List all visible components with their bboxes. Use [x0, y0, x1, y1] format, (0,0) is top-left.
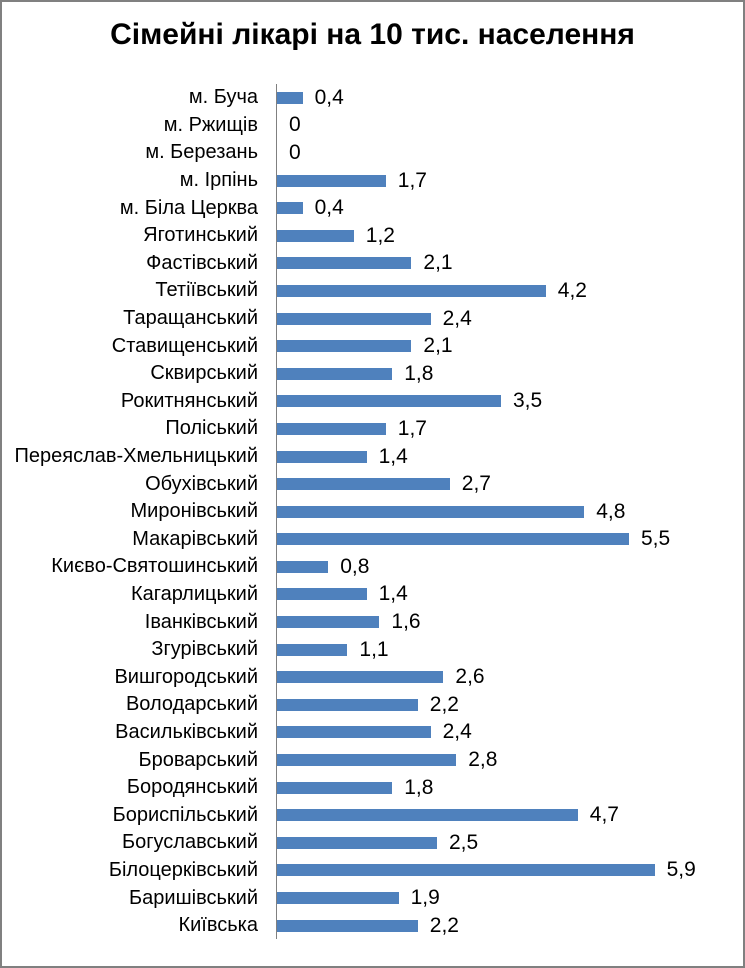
bar — [277, 561, 328, 573]
bar-cell — [276, 498, 743, 526]
chart-row — [2, 581, 743, 609]
category-label: Васильківський — [115, 720, 258, 743]
chart-row — [2, 912, 743, 940]
chart-row — [2, 194, 743, 222]
chart-row — [2, 498, 743, 526]
chart-row — [2, 388, 743, 416]
category-label: Згурівський — [151, 638, 258, 661]
value-label: 2,1 — [423, 334, 453, 358]
value-label: 1,7 — [397, 168, 427, 192]
chart-row — [2, 277, 743, 305]
chart-row — [2, 139, 743, 167]
bar — [277, 368, 392, 380]
value-label: 1,6 — [391, 610, 421, 634]
category-label: Кагарлицький — [130, 582, 258, 605]
chart-row — [2, 719, 743, 747]
chart-title: Сімейні лікарі на 10 тис. населення — [110, 18, 635, 51]
bar — [277, 920, 418, 932]
value-label: 0,4 — [314, 85, 344, 109]
category-label: Бориспільський — [112, 803, 258, 826]
bar-cell — [276, 801, 743, 829]
bar — [277, 671, 443, 683]
bar — [277, 423, 386, 435]
bar — [277, 864, 655, 876]
value-label: 2,4 — [442, 720, 472, 744]
chart-row — [2, 222, 743, 250]
value-label: 4,2 — [557, 278, 587, 302]
bar — [277, 726, 431, 738]
chart-row — [2, 746, 743, 774]
category-label: Рокитнянський — [120, 389, 258, 412]
category-label: м. Ірпінь — [179, 169, 258, 192]
chart-row — [2, 167, 743, 195]
bar-cell — [276, 250, 743, 278]
chart-row — [2, 305, 743, 333]
bar — [277, 588, 367, 600]
category-label: Київська — [178, 914, 258, 937]
value-label: 3,5 — [513, 389, 543, 413]
chart-row — [2, 636, 743, 664]
value-label: 5,9 — [666, 858, 696, 882]
value-label: 1,1 — [359, 637, 389, 661]
bar — [277, 809, 578, 821]
category-label: Білоцерківський — [108, 858, 258, 881]
value-label: 1,8 — [404, 775, 434, 799]
value-label: 2,1 — [423, 251, 453, 275]
value-label: 2,2 — [429, 913, 459, 937]
category-label: м. Біла Церква — [119, 196, 258, 219]
value-label: 4,7 — [589, 803, 619, 827]
bar-cell — [276, 746, 743, 774]
bar — [277, 230, 354, 242]
value-label: 1,7 — [397, 416, 427, 440]
chart-row — [2, 250, 743, 278]
value-label: 2,7 — [461, 472, 491, 496]
category-label: Миронівський — [130, 500, 258, 523]
bar — [277, 340, 411, 352]
bar-cell — [276, 277, 743, 305]
bar-cell — [276, 470, 743, 498]
category-label: Сквирський — [150, 362, 258, 385]
bar — [277, 478, 450, 490]
value-label: 0 — [289, 140, 301, 164]
bar — [277, 837, 437, 849]
chart-row — [2, 663, 743, 691]
value-label: 0,4 — [314, 196, 344, 220]
category-label: Бородянський — [126, 776, 258, 799]
bar-cell — [276, 332, 743, 360]
bar-cell — [276, 194, 743, 222]
chart-row — [2, 415, 743, 443]
plot-area — [2, 84, 743, 939]
category-label: Володарський — [125, 693, 258, 716]
category-label: Броварський — [138, 748, 258, 771]
bar-cell — [276, 829, 743, 857]
category-label: м. Буча — [188, 86, 258, 109]
value-label: 1,8 — [404, 361, 434, 385]
chart-row — [2, 857, 743, 885]
chart-row — [2, 608, 743, 636]
category-label: Обухівський — [145, 472, 258, 495]
value-label: 2,5 — [449, 830, 479, 854]
value-label: 1,9 — [410, 886, 440, 910]
chart-row — [2, 360, 743, 388]
value-label: 1,4 — [378, 444, 408, 468]
chart-row — [2, 884, 743, 912]
bar-cell — [276, 167, 743, 195]
category-label: Поліський — [165, 417, 258, 440]
bar-cell — [276, 388, 743, 416]
bar-cell — [276, 581, 743, 609]
category-label: м. Березань — [145, 141, 258, 164]
bar-cell — [276, 691, 743, 719]
category-label: Переяслав-Хмельницький — [14, 445, 258, 468]
value-label: 2,6 — [455, 665, 485, 689]
bar — [277, 616, 379, 628]
bar-cell — [276, 912, 743, 940]
bar — [277, 92, 303, 104]
value-label: 1,2 — [365, 223, 395, 247]
chart-row — [2, 774, 743, 802]
bar — [277, 533, 629, 545]
bar-cell — [276, 360, 743, 388]
category-label: Ставищенський — [111, 334, 258, 357]
bar — [277, 699, 418, 711]
bar-cell — [276, 719, 743, 747]
category-label: Тетіївський — [155, 279, 258, 302]
value-label: 2,2 — [429, 692, 459, 716]
bar-cell — [276, 112, 743, 140]
bar-cell — [276, 884, 743, 912]
category-label: Богуславський — [121, 831, 258, 854]
bar-cell — [276, 222, 743, 250]
chart-row — [2, 470, 743, 498]
value-label: 5,5 — [641, 527, 671, 551]
chart-row — [2, 526, 743, 554]
category-label: Макарівський — [132, 527, 258, 550]
chart-row — [2, 553, 743, 581]
bar — [277, 285, 546, 297]
chart-row — [2, 801, 743, 829]
category-label: Яготинський — [143, 224, 258, 247]
chart-row — [2, 443, 743, 471]
bar — [277, 782, 392, 794]
value-label: 0 — [289, 113, 301, 137]
chart-row — [2, 332, 743, 360]
bar — [277, 892, 399, 904]
chart-row — [2, 829, 743, 857]
category-label: Таращанський — [123, 307, 258, 330]
chart-row — [2, 691, 743, 719]
bar-cell — [276, 608, 743, 636]
category-label: Фастівський — [146, 251, 258, 274]
bar — [277, 395, 501, 407]
bar — [277, 257, 411, 269]
bar-cell — [276, 857, 743, 885]
bar-cell — [276, 553, 743, 581]
value-label: 0,8 — [340, 554, 370, 578]
category-label: м. Ржищів — [163, 113, 258, 136]
bar-cell — [276, 415, 743, 443]
value-label: 4,8 — [596, 499, 626, 523]
category-label: Баришівський — [129, 886, 258, 909]
category-label: Вишгородський — [114, 665, 258, 688]
bar — [277, 644, 347, 656]
chart-row — [2, 112, 743, 140]
bar-cell — [276, 139, 743, 167]
bar-cell — [276, 84, 743, 112]
chart-row — [2, 84, 743, 112]
bar-cell — [276, 305, 743, 333]
value-label: 1,4 — [378, 582, 408, 606]
bar — [277, 175, 386, 187]
bar — [277, 202, 303, 214]
bar — [277, 754, 456, 766]
value-label: 2,4 — [442, 306, 472, 330]
bar-cell — [276, 636, 743, 664]
bar — [277, 451, 367, 463]
bar-cell — [276, 663, 743, 691]
value-label: 2,8 — [468, 748, 498, 772]
bar — [277, 506, 584, 518]
bar-cell — [276, 443, 743, 471]
bar — [277, 313, 431, 325]
category-label: Іванківський — [144, 610, 258, 633]
bar-cell — [276, 774, 743, 802]
bar-cell — [276, 526, 743, 554]
category-label: Києво-Святошинський — [51, 555, 258, 578]
